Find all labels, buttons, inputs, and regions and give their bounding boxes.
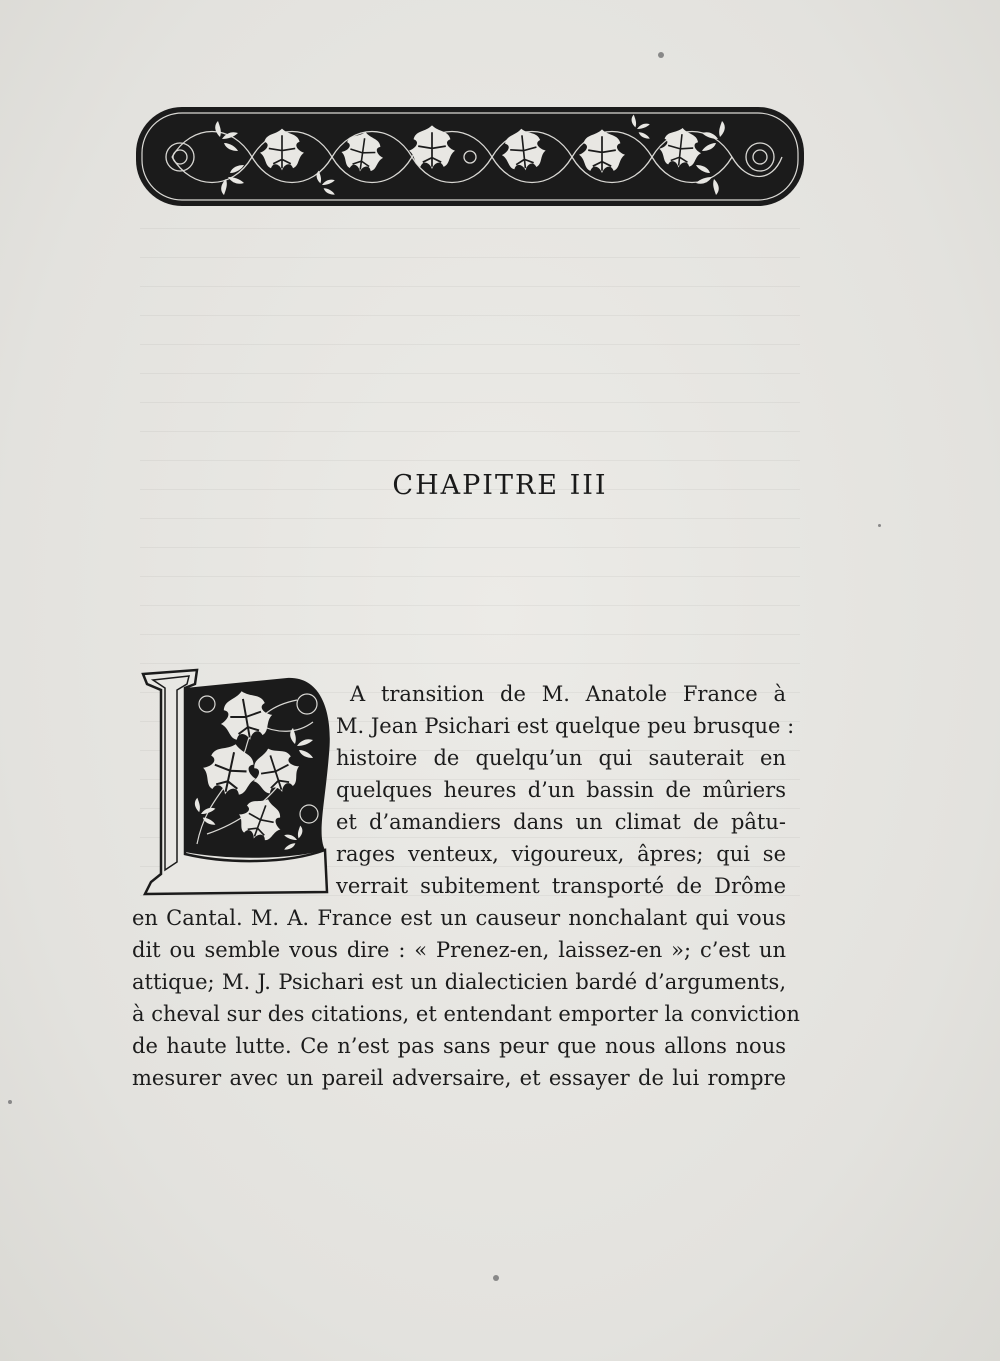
body-line-6 (336, 839, 786, 869)
body-line-text: A transition de M. Anatole France à (350, 682, 786, 706)
body-line-text: quelques heures d’un bassin de mûriers (336, 778, 786, 802)
body-line-text: M. Jean Psichari est quelque peu brusque : (336, 714, 795, 738)
decorated-initial-l (137, 664, 333, 898)
headpiece-ornament (132, 103, 808, 210)
body-line-text: histoire de quelqu’un qui sauterait en (336, 746, 786, 770)
body-line-7 (336, 871, 786, 901)
paper-speck (658, 52, 664, 58)
body-line-2 (336, 711, 795, 741)
body-line-8 (132, 903, 786, 933)
paper-speck (8, 1100, 12, 1104)
body-line-text: rages venteux, vigoureux, âpres; qui se (336, 842, 786, 866)
body-line-text: verrait subitement transporté de Drôme (336, 874, 786, 898)
body-line-text: et d’amandiers dans un climat de pâtu- (336, 810, 786, 834)
body-line-11 (132, 999, 800, 1029)
body-line-4 (336, 775, 786, 805)
paper-speck (878, 524, 881, 527)
body-line-13 (132, 1063, 786, 1093)
body-line-text: mesurer avec un pareil adversaire, et essayer de lui rompre (132, 1066, 786, 1090)
body-line-text: de haute lutte. Ce n’est pas sans peur que nous allons nous (132, 1034, 786, 1058)
body-line-9 (132, 935, 786, 965)
body-line-text: dit ou semble vous dire : « Prenez-en, laissez-en »; c’est un (132, 938, 786, 962)
body-line-text: à cheval sur des citations, et entendant emporter la conviction (132, 1002, 800, 1026)
body-line-text: attique; M. J. Psichari est un dialecticien bardé d’arguments, (132, 970, 786, 994)
body-line-12 (132, 1031, 786, 1061)
paper-speck (493, 1275, 499, 1281)
body-line-3 (336, 743, 786, 773)
body-line-5 (336, 807, 786, 837)
body-line-1 (350, 679, 786, 709)
body-line-10 (132, 967, 786, 997)
body-line-text: en Cantal. M. A. France est un causeur nonchalant qui vous (132, 906, 786, 930)
chapter-title: CHAPITRE III (392, 470, 608, 501)
